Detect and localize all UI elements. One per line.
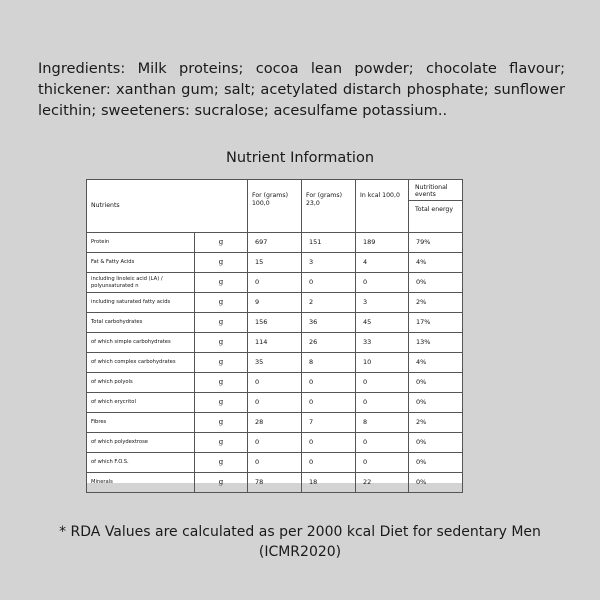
value-per-23g-cell: 2 [302,293,356,313]
kcal-cell: 8 [356,413,409,433]
value-per-23g-cell: 0 [302,453,356,473]
unit-cell: g [195,333,248,353]
unit-cell: g [195,473,248,493]
nutrient-name-cell: Minerals [87,473,195,493]
value-per-100g-cell: 0 [248,393,302,413]
unit-cell: g [195,313,248,333]
unit-cell: g [195,433,248,453]
table-row [87,353,463,373]
table-row [87,473,463,493]
nutrition-table [86,179,463,493]
nutrient-name-cell: Fat & Fatty Acids [87,253,195,273]
nutrient-name-cell: of which F.O.S. [87,453,195,473]
total-energy-percent-cell: 0% [409,433,463,453]
nutrient-name-cell: of which simple carbohydrates [87,333,195,353]
kcal-cell: 0 [356,453,409,473]
table-row [87,373,463,393]
header-total-energy: Total energy [415,206,453,213]
table-row [87,313,463,333]
total-energy-percent-cell: 0% [409,373,463,393]
total-energy-percent-cell: 0% [409,453,463,473]
table-header-row [87,180,463,233]
table-row [87,453,463,473]
value-per-23g-cell: 0 [302,393,356,413]
table-row [87,433,463,453]
nutrient-name-cell: of which erycritol [87,393,195,413]
value-per-100g-cell: 0 [248,433,302,453]
value-per-100g-cell: 9 [248,293,302,313]
table-row [87,273,463,293]
value-per-100g-cell: 28 [248,413,302,433]
kcal-cell: 33 [356,333,409,353]
value-per-100g-cell: 697 [248,233,302,253]
nutrient-name-cell: of which polydextrose [87,433,195,453]
header-nutritional-events [409,180,463,233]
value-per-23g-cell: 18 [302,473,356,493]
value-per-23g-cell: 7 [302,413,356,433]
table-title: Nutrient Information [225,150,375,166]
total-energy-percent-cell: 4% [409,253,463,273]
header-per-23g: For (grams) 23,0 [302,180,356,233]
value-per-23g-cell: 8 [302,353,356,373]
kcal-cell: 4 [356,253,409,273]
value-per-23g-cell: 3 [302,253,356,273]
kcal-cell: 22 [356,473,409,493]
value-per-23g-cell: 0 [302,433,356,453]
header-nutritional-label: Nutritional events [409,180,462,201]
footnote [0,522,600,562]
nutrient-name-cell: Total carbohydrates [87,313,195,333]
total-energy-percent-cell: 0% [409,393,463,413]
nutrient-name-cell: Protein [87,233,195,253]
table-row [87,413,463,433]
value-per-100g-cell: 78 [248,473,302,493]
unit-cell: g [195,293,248,313]
kcal-cell: 0 [356,373,409,393]
nutrient-name-cell: Fibres [87,413,195,433]
kcal-cell: 0 [356,433,409,453]
nutrient-name-cell: of which complex carbohydrates [87,353,195,373]
value-per-100g-cell: 0 [248,373,302,393]
total-energy-percent-cell: 2% [409,413,463,433]
value-per-23g-cell: 0 [302,373,356,393]
unit-cell: g [195,373,248,393]
ingredients-text: Ingredients: Milk proteins; cocoa lean powder; chocolate flavour; thickener: xanthan gum; salt; acetylated distarch phosphate; sunflower lecithin; sweeteners: sucralose; acesulfame potassium.. [38,60,565,119]
nutrient-name-cell: including linoleic acid (LA) / polyunsaturated n [87,273,195,293]
value-per-23g-cell: 151 [302,233,356,253]
kcal-cell: 45 [356,313,409,333]
table-row [87,333,463,353]
footnote-line-2: (ICMR2020) [258,544,342,560]
kcal-cell: 10 [356,353,409,373]
total-energy-percent-cell: 79% [409,233,463,253]
total-energy-percent-cell: 13% [409,333,463,353]
value-per-23g-cell: 0 [302,273,356,293]
total-energy-percent-cell: 17% [409,313,463,333]
unit-cell: g [195,233,248,253]
footnote-line-1: * RDA Values are calculated as per 2000 kcal Diet for sedentary Men [59,524,541,540]
kcal-cell: 3 [356,293,409,313]
value-per-100g-cell: 114 [248,333,302,353]
table-row [87,253,463,273]
value-per-100g-cell: 15 [248,253,302,273]
value-per-23g-cell: 36 [302,313,356,333]
value-per-23g-cell: 26 [302,333,356,353]
table-row [87,233,463,253]
table-row [87,393,463,413]
unit-cell: g [195,413,248,433]
unit-cell: g [195,273,248,293]
total-energy-percent-cell: 0% [409,273,463,293]
table-row [87,293,463,313]
nutrient-name-cell: of which polyols [87,373,195,393]
value-per-100g-cell: 0 [248,453,302,473]
header-kcal: In kcal 100,0 [356,180,409,233]
nutrient-name-cell: including saturated fatty acids [87,293,195,313]
total-energy-percent-cell: 0% [409,473,463,493]
value-per-100g-cell: 0 [248,273,302,293]
value-per-100g-cell: 35 [248,353,302,373]
unit-cell: g [195,253,248,273]
total-energy-percent-cell: 2% [409,293,463,313]
unit-cell: g [195,353,248,373]
kcal-cell: 189 [356,233,409,253]
unit-cell: g [195,453,248,473]
header-nutrients: Nutrients [87,180,248,233]
kcal-cell: 0 [356,273,409,293]
nutrition-table-container [86,179,462,486]
kcal-cell: 0 [356,393,409,413]
unit-cell: g [195,393,248,413]
value-per-100g-cell: 156 [248,313,302,333]
header-per-100g: For (grams) 100,0 [248,180,302,233]
total-energy-percent-cell: 4% [409,353,463,373]
